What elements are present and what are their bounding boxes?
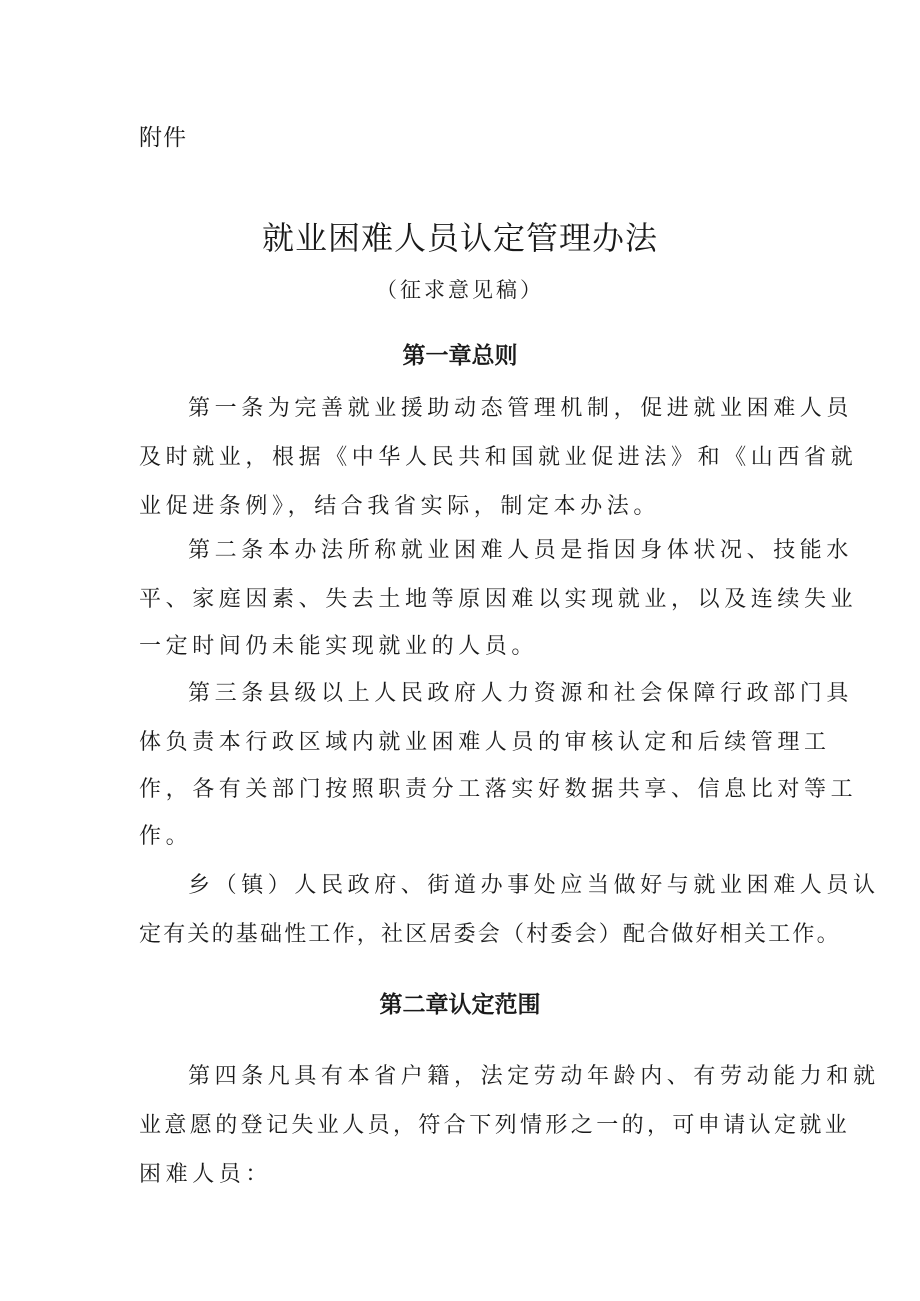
article-3-line-3: 作，各有关部门按照职责分工落实好数据共享、信息比对等工 xyxy=(139,777,858,802)
article-2-line-3: 一定时间仍未能实现就业的人员。 xyxy=(139,634,539,659)
article-3-line-1: 第三条县级以上人民政府人力资源和社会保障行政部门具 xyxy=(188,681,854,706)
article-4-line-2: 业意愿的登记失业人员，符合下列情形之一的，可申请认定就业 xyxy=(139,1113,851,1138)
document-title: 就业困难人员认定管理办法 xyxy=(261,219,658,257)
attachment-label: 附件 xyxy=(139,125,187,151)
article-3-para-2-line-2: 定有关的基础性工作，社区居委会（村委会）配合做好相关工作。 xyxy=(139,922,841,947)
article-1-line-1: 第一条为完善就业援助动态管理机制，促进就业困难人员 xyxy=(188,396,854,421)
chapter-2-heading: 第二章认定范围 xyxy=(379,992,541,1018)
article-2-line-1: 第二条本办法所称就业困难人员是指因身体状况、技能水 xyxy=(188,538,854,563)
document-subtitle: （征求意见稿） xyxy=(376,278,544,302)
article-3-line-4: 作。 xyxy=(139,824,193,849)
article-3-line-2: 体负责本行政区域内就业困难人员的审核认定和后续管理工 xyxy=(139,730,831,755)
article-1-line-2: 及时就业，根据《中华人民共和国就业促进法》和《山西省就 xyxy=(139,445,858,470)
article-2-line-2: 平、家庭因素、失去土地等原因难以实现就业，以及连续失业 xyxy=(139,587,858,612)
chapter-1-heading: 第一章总则 xyxy=(402,343,518,369)
article-1-line-3: 业促进条例》，结合我省实际，制定本办法。 xyxy=(139,494,661,519)
article-4-line-3: 困难人员： xyxy=(139,1162,273,1187)
article-4-line-1: 第四条凡具有本省户籍，法定劳动年龄内、有劳动能力和就 xyxy=(188,1064,880,1089)
article-3-para-2-line-1: 乡（镇）人民政府、街道办事处应当做好与就业困难人员认 xyxy=(188,873,880,898)
